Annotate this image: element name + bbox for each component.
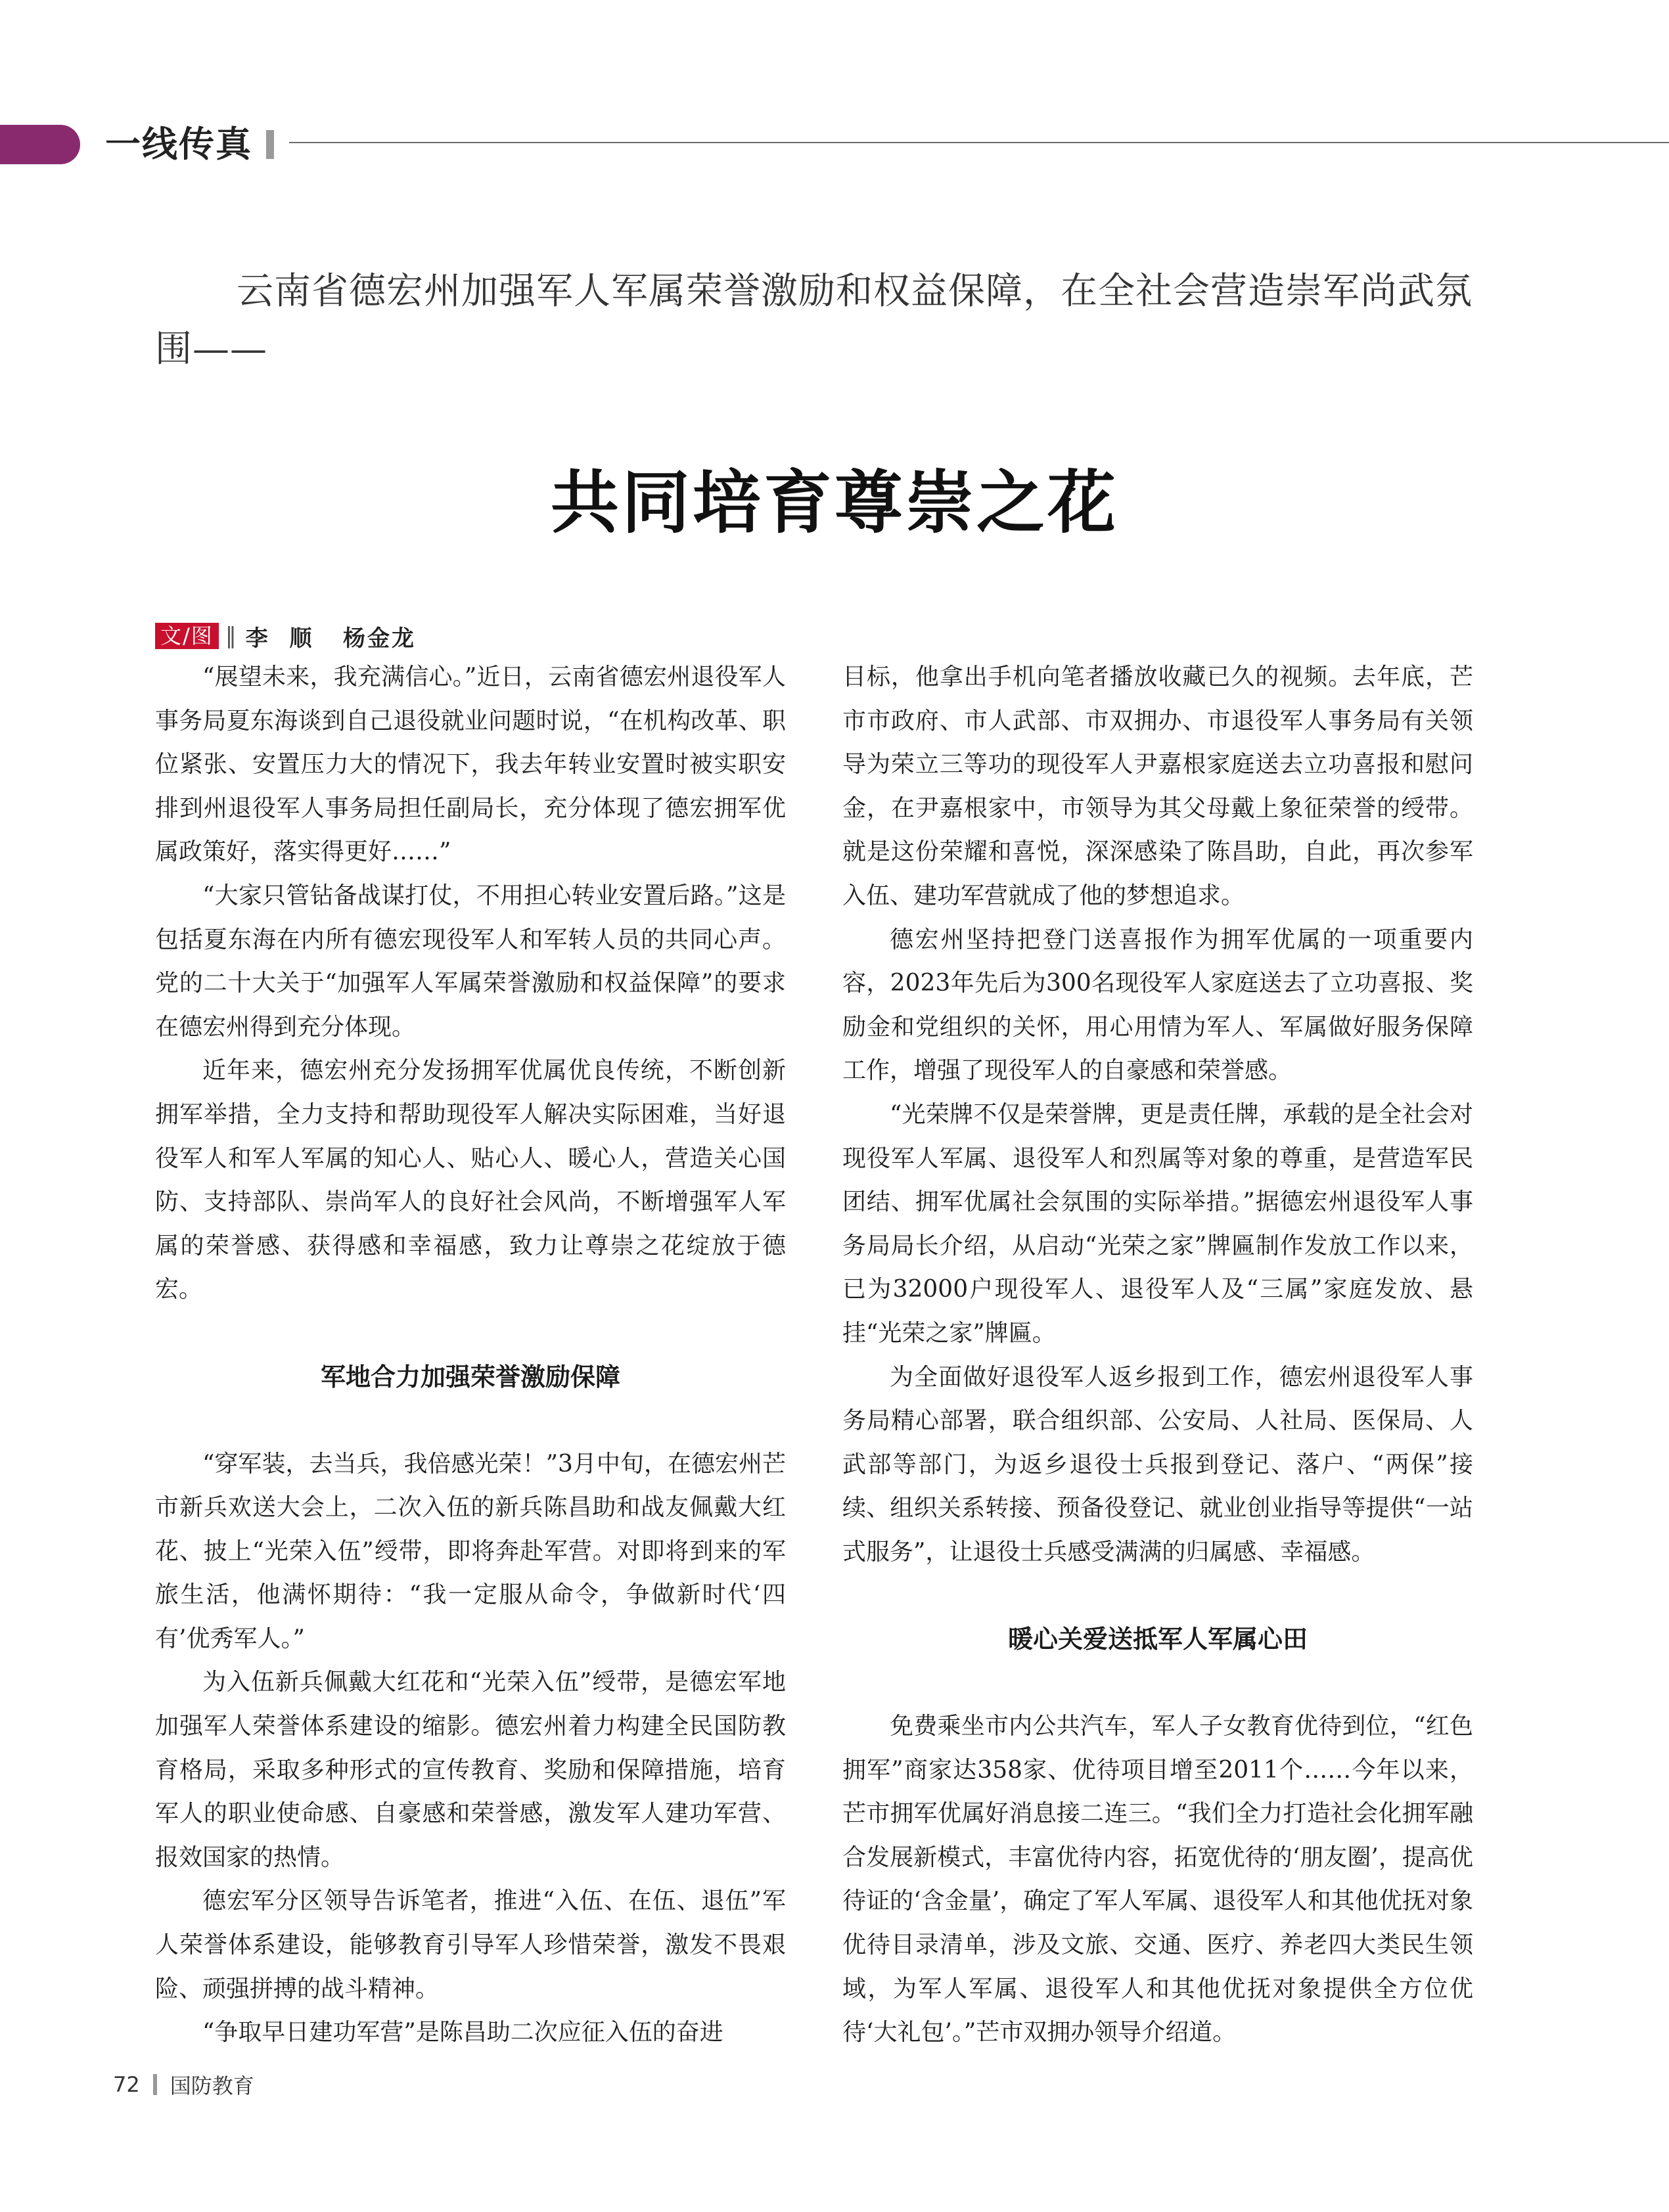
paragraph-continued: 目标，他拿出手机向笔者播放收藏已久的视频。去年底，芒市市政府、市人武部、市双拥办、市退役军人事务局有关领导为荣立三等功的现役军人尹嘉根家庭送去立功喜报和慰问金，在尹嘉根家中，市领导为其父母戴上象征荣誉的绶带。就是这份荣耀和喜悦，深深感染了陈昌助，自此，再次参军入伍、建功军营就成了他的梦想追求。	[842, 664, 1473, 909]
magazine-name: 国防教育	[170, 2073, 254, 2098]
footer-divider	[153, 2074, 157, 2095]
byline-tag: 文/图	[155, 623, 219, 649]
left-column	[155, 656, 786, 2055]
page-number: 72	[113, 2072, 140, 2097]
paragraph: 免费乘坐市内公共汽车，军人子女教育优待到位，“红色拥军”商家达358家、优待项目增至2011个……今年以来，芒市拥军优属好消息接二连三。“我们全力打造社会化拥军融合发展新模式，丰富优待内容，拓宽优待的‘朋友圈’，提高优待证的‘含金量’，确定了军人军属、退役军人和其他优抚对象优待目录清单，涉及文旅、交通、医疗、养老四大类民生领域，为军人军属、退役军人和其他优抚对象提供全方位优待‘大礼包’。”芒市双拥办领导介绍道。	[842, 1713, 1473, 2046]
section-divider-bar	[266, 130, 274, 159]
paragraph: “大家只管钻备战谋打仗，不用担心转业安置后路。”这是包括夏东海在内所有德宏现役军人和军转人员的共同心声。党的二十大关于“加强军人军属荣誉激励和权益保障”的要求在德宏州得到充分体现。	[155, 882, 786, 1041]
paragraph: 德宏军分区领导告诉笔者，推进“入伍、在伍、退伍”军人荣誉体系建设，能够教育引导军人珍惜荣誉，激发不畏艰险、顽强拼搏的战斗精神。	[155, 1887, 786, 2002]
paragraph: 德宏州坚持把登门送喜报作为拥军优属的一项重要内容，2023年先后为300名现役军人家庭送去了立功喜报、奖励金和党组织的关怀，用心用情为军人、军属做好服务保障工作，增强了现役军人的自豪感和荣誉感。	[842, 926, 1473, 1085]
page-footer	[113, 2069, 254, 2100]
paragraph: “穿军装，去当兵，我倍感光荣！”3月中旬，在德宏州芒市新兵欢送大会上，二次入伍的新兵陈昌助和战友佩戴大红花、披上“光荣入伍”绶带，即将奔赴军营。对即将到来的军旅生活，他满怀期待：“我一定服从命令，争做新时代‘四有’优秀军人。”	[155, 1450, 786, 1652]
right-column	[842, 656, 1473, 2055]
section-heading: 暖心关爱送抵军人军属心田	[1007, 1625, 1308, 1654]
paragraph: “光荣牌不仅是荣誉牌，更是责任牌，承载的是全社会对现役军人军属、退役军人和烈属等对象的尊重，是营造军民团结、拥军优属社会氛围的实际举措。”据德宏州退役军人事务局局长介绍，从启动“光荣之家”牌匾制作发放工作以来，已为32000户现役军人、退役军人及“三属”家庭发放、悬挂“光荣之家”牌匾。	[842, 1100, 1473, 1347]
byline-separator: ‖	[225, 623, 237, 649]
paragraph: 为全面做好退役军人返乡报到工作，德宏州退役军人事务局精心部署，联合组织部、公安局、人社局、医保局、人武部等部门，为返乡退役士兵报到登记、落户、“两保”接续、组织关系转接、预备役登记、就业创业指导等提供“一站式服务”，让退役士兵感受满满的归属感、幸福感。	[842, 1363, 1473, 1566]
byline-authors: 李 顺 杨金龙	[245, 625, 416, 652]
article-title: 共同培育尊崇之花	[550, 463, 1118, 543]
article-subtitle: 云南省德宏州加强军人军属荣誉激励和权益保障，在全社会营造崇军尚武氛围——	[155, 270, 1473, 371]
section-tab-marker	[0, 125, 80, 164]
header-rule	[289, 142, 1669, 143]
section-label: 一线传真	[105, 124, 252, 165]
paragraph: “争取早日建功军营”是陈昌助二次应征入伍的奋进	[202, 2019, 723, 2046]
paragraph: “展望未来，我充满信心。”近日，云南省德宏州退役军人事务局夏东海谈到自己退役就业问题时说，“在机构改革、职位紧张、安置压力大的情况下，我去年转业安置时被实职安排到州退役军人事务局担任副局长，充分体现了德宏拥军优属政策好，落实得更好……”	[155, 664, 786, 866]
section-heading: 军地合力加强荣誉激励保障	[320, 1362, 620, 1391]
byline	[155, 620, 416, 652]
paragraph: 为入伍新兵佩戴大红花和“光荣入伍”绶带，是德宏军地加强军人荣誉体系建设的缩影。德宏州着力构建全民国防教育格局，采取多种形式的宣传教育、奖励和保障措施，培育军人的职业使命感、自豪感和荣誉感，激发军人建功军营、报效国家的热情。	[155, 1669, 786, 1871]
paragraph: 近年来，德宏州充分发扬拥军优属优良传统，不断创新拥军举措，全力支持和帮助现役军人解决实际困难，当好退役军人和军人军属的知心人、贴心人、暖心人，营造关心国防、支持部队、崇尚军人的良好社会风尚，不断增强军人军属的荣誉感、获得感和幸福感，致力让尊崇之花绽放于德宏。	[155, 1057, 786, 1303]
